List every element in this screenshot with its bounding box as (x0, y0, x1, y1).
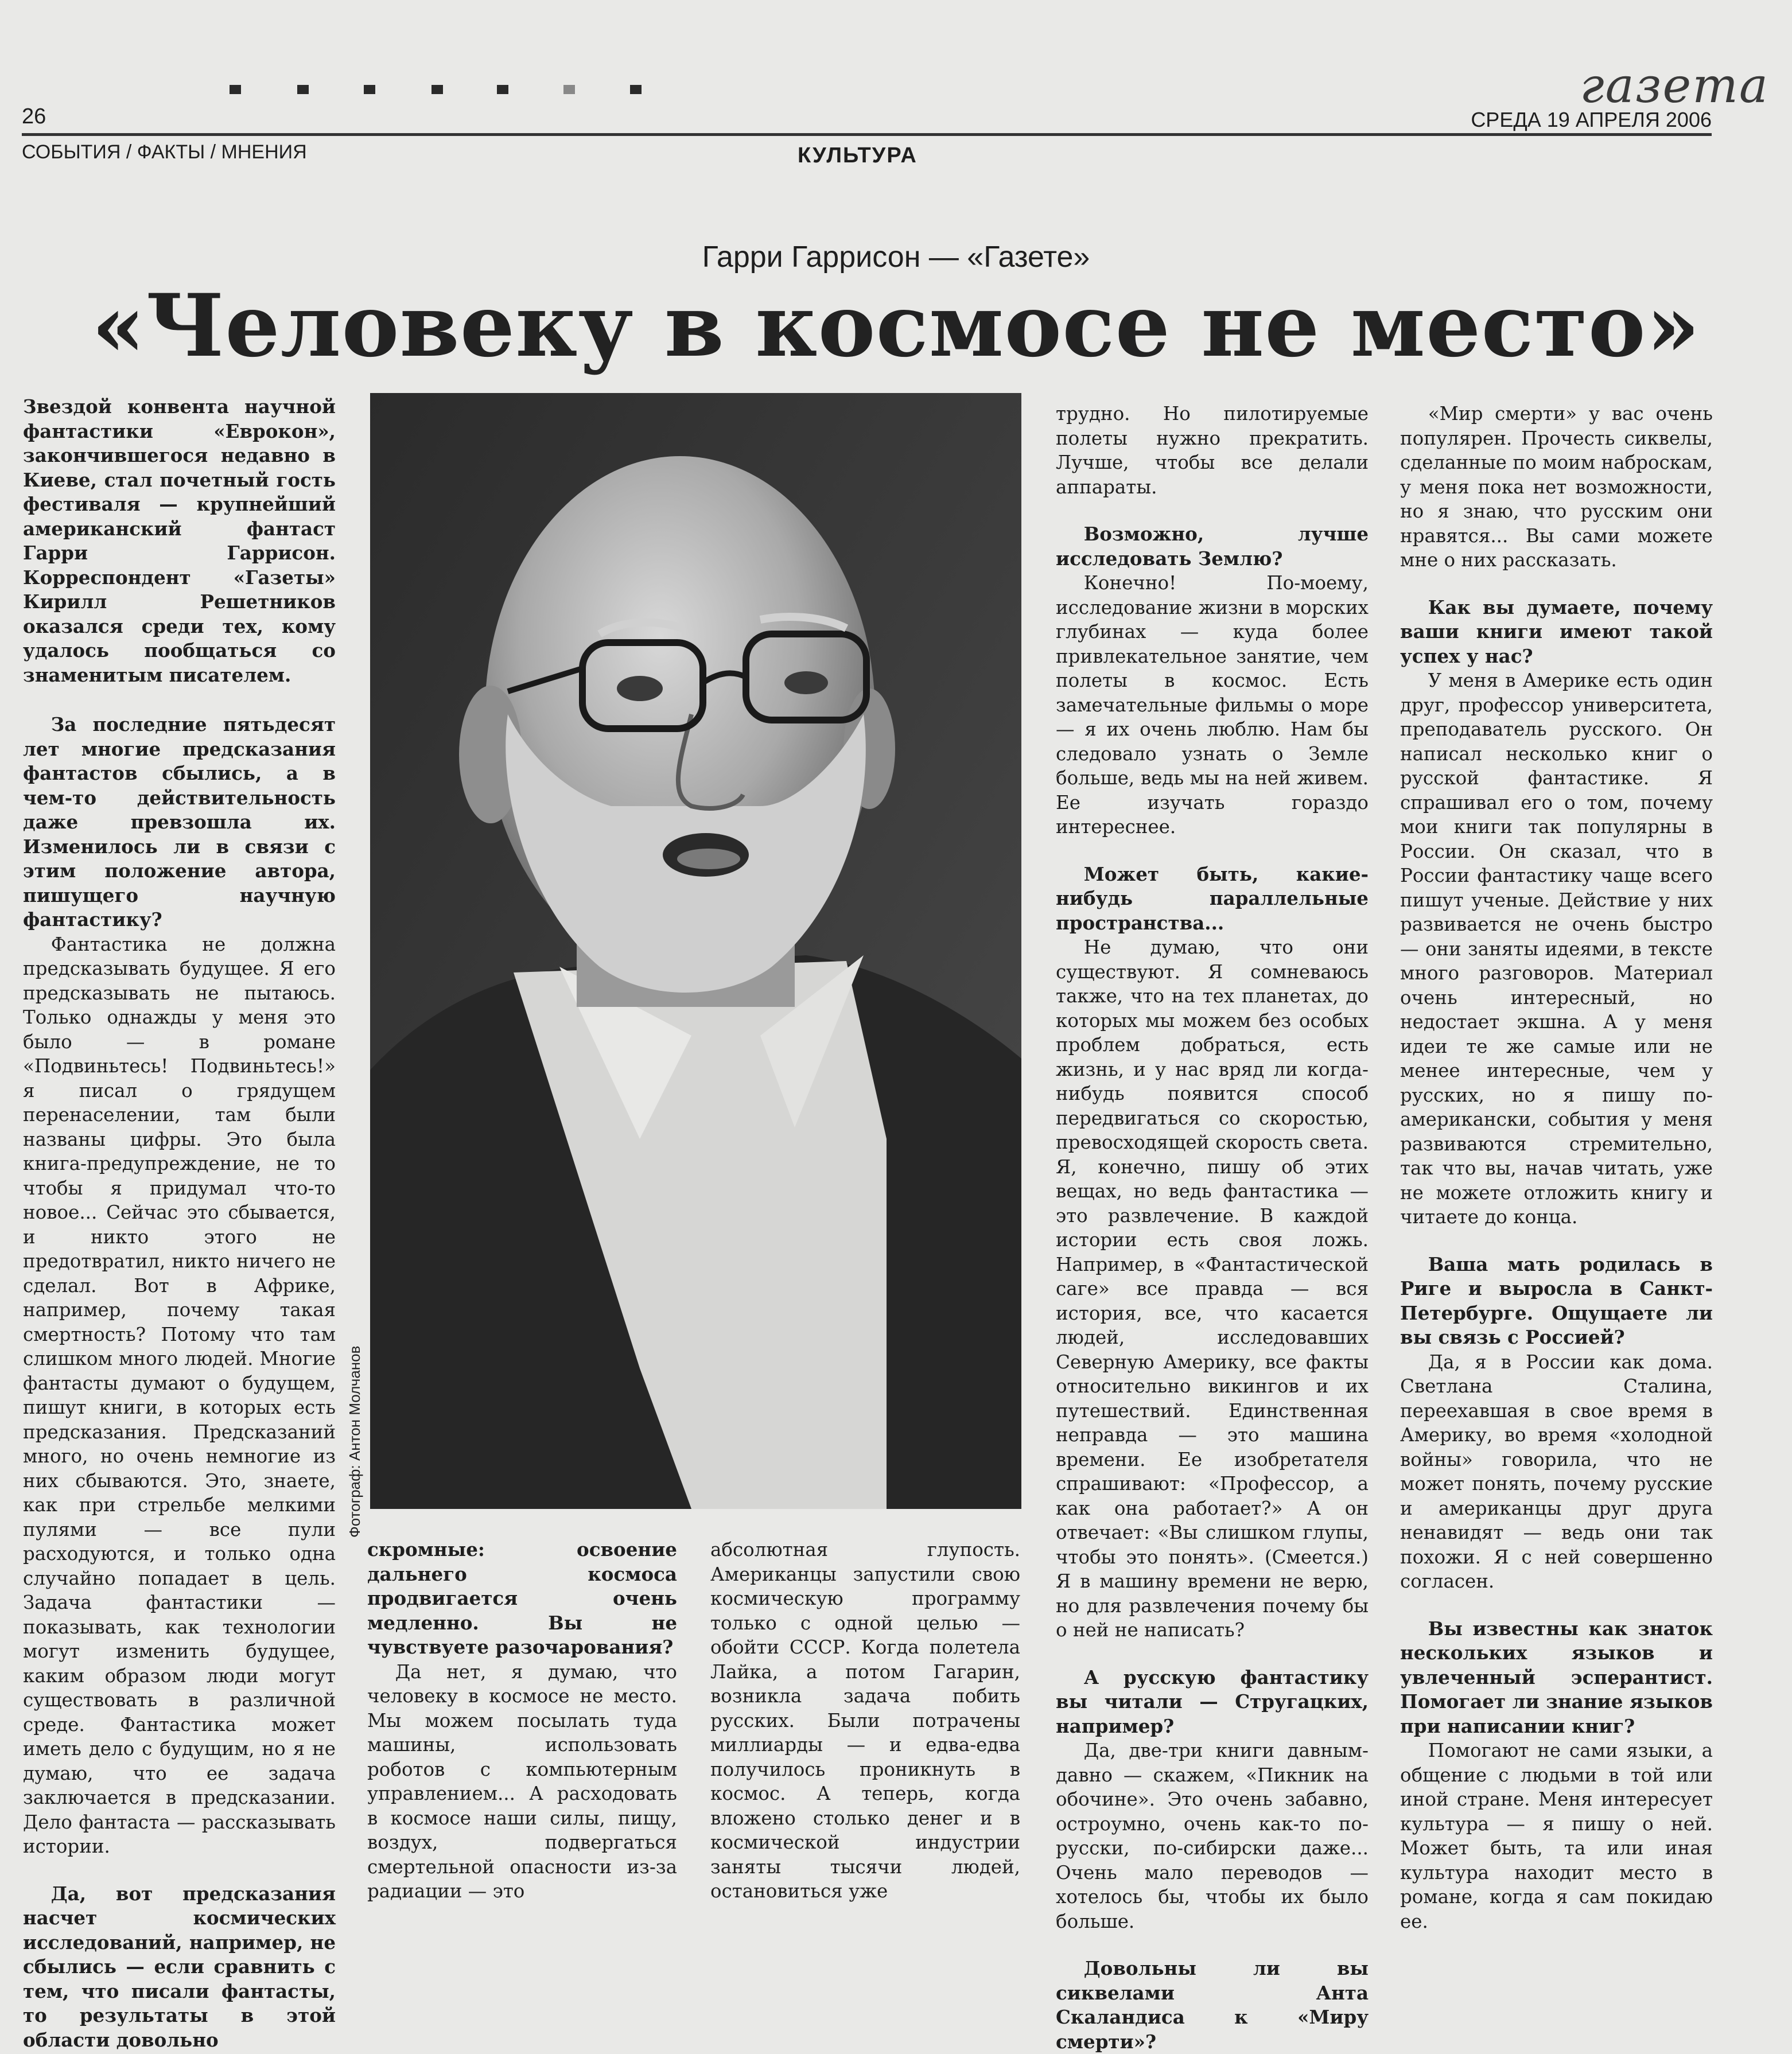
answer-paragraph: Помогают не сами языки, а общение с людьми в той или иной стране. Меня интересует культура — я пишу о ней. Может быть, та или иная культура находит место в романе, когда я сам покидаю ее. (1400, 1740, 1713, 1932)
article-kicker: Гарри Гаррисон — «Газете» (702, 240, 1090, 274)
column-4 (1400, 402, 1713, 1934)
answer-paragraph: абсолютная глупость. Американцы запустили свою космическую программу только с одной целью — обойти СССР. Когда полетела Лайка, а потом Гагарин, возникла задача побить русских. Были потрачены миллиарды — и едва-едва получилось проникнуть в космос. А теперь, когда вложено столько денег и в космической индустрии заняты тысячи людей, остановиться уже (710, 1539, 1020, 1902)
answer-paragraph: Конечно! По-моему, исследование жизни в морских глубинах — куда более привлекательное занятие, чем полеты в космос. Есть замечательные фильмы о море — я их очень люблю. Нам бы следовало узнать о Земле больше, ведь мы на ней живем. Ее изучать гораздо интереснее. (1056, 572, 1369, 838)
question-paragraph: Вы известны как знаток нескольких языков и увлеченный эсперантист. Помогает ли знание языков при написании книг? (1400, 1617, 1713, 1737)
section-label: СОБЫТИЯ / ФАКТЫ / МНЕНИЯ (22, 141, 307, 163)
question-paragraph: За последние пятьдесят лет многие предсказания фантастов сбылись, а в чем-то действительность даже превзошла их. Изменилось ли в связи с этим положение автора, пишущего научную фантастику? (23, 713, 336, 931)
answer-paragraph: Фантастика не должна предсказывать будущее. Я его предсказывать не пытаюсь. Только однажды у меня это было — в романе «Подвиньтесь! Подвиньтесь!» я писал о грядущем перенаселении, там были названы цифры. Это была книга-предупреждение, не то чтобы я придумал что-то новое... Сейчас это сбывается, и никто этого не предотвратил, никто ничего не сделал. Вот в Африке, например, почему такая смертность? Потому что там слишком много людей. Многие фантасты думают о будущем, пишут книги, в которых есть предсказания. Предсказаний много, но очень немногие из них сбываются. Это, знаете, как при стрельбе мелкими пулями — все пули расходуются, и только одна случайно попадает в цель. Задача фантастики — показывать, как технологии могут изменить будущее, каким образом люди могут существовать в различной среде. Фантастика может иметь дело с будущим, но я не думаю, что ее задача заключается в предсказании. Дело фантаста — рассказывать истории. (23, 933, 336, 1857)
answer-paragraph: У меня в Америке есть один друг, профессор университета, преподаватель русского. Он написал несколько книг о русской фантастике. Я спрашивал его о том, почему мои книги так популярны в России. Он сказал, что в России фантастику чаще всего пишут ученые. Действие у них развивается не очень быстро — они заняты идеями, в тексте много разговоров. Материал очень интересный, но недостает экшна. А у меня идеи те же самые или не менее интересные, чем у русских, но я пишу по-американски, события у меня развиваются стремительно, так что вы, начав читать, уже не можете отложить книгу и читаете до конца. (1400, 670, 1713, 1228)
question-paragraph: Как вы думаете, почему ваши книги имеют такой успех у нас? (1400, 596, 1713, 667)
newspaper-logo: газета (1580, 57, 1769, 114)
author-photo (370, 393, 1021, 1509)
question-paragraph: А русскую фантастику вы читали — Стругацких, например? (1056, 1666, 1369, 1737)
question-paragraph: Может быть, какие-нибудь параллельные пространства... (1056, 862, 1369, 934)
column-1 (23, 395, 336, 2052)
question-paragraph: Ваша мать родилась в Риге и выросла в Санкт-Петербурге. Ощущаете ли вы связь с Россией? (1400, 1252, 1713, 1348)
question-paragraph: Да, вот предсказания насчет космических исследований, например, не сбылись — если сравнить с тем, что писали фантасты, то результаты в этой области довольно (23, 1882, 336, 2051)
column-2b (710, 1538, 1020, 1904)
answer-paragraph: Да нет, я думаю, что человеку в космосе не место. Мы можем посылать туда машины, использовать роботов с компьютерным управлением... А расходовать в космосе наши силы, пищу, воздух, подвергаться смертельной опасности из-за радиации — это (367, 1660, 677, 1902)
header-rule (22, 133, 1712, 136)
decorative-dots (230, 85, 643, 99)
photo-credit: Фотограф: Антон Молчанов (346, 1345, 363, 1538)
answer-paragraph: Не думаю, что они существуют. Я сомневаюсь также, что на тех планетах, до которых мы можем без особых проблем добраться, есть жизнь, и у нас вряд ли когда-нибудь появится способ передвигаться со скоростью, превосходящей скорость света. Я, конечно, пишу об этих вещах, но ведь фантастика — это развлечение. В каждой истории есть своя ложь. Например, в «Фантастической саге» все правда — вся история, все, что касается людей, исследовавших Северную Америку, все факты относительно викингов и их путешествий. Единственная неправда — это машина времени. Ее изобретателя спрашивают: «Профессор, а как она работает?» А он отвечает: «Вы слишком глупы, чтобы это понять». (Смеется.) Я в машину времени не верю, но для развлечения почему бы о ней не написать? (1056, 936, 1369, 1641)
col1-body (23, 713, 336, 2052)
issue-date: СРЕДА 19 АПРЕЛЯ 2006 (1471, 108, 1712, 131)
column-3 (1056, 402, 1369, 2054)
answer-paragraph: «Мир смерти» у вас очень популярен. Прочесть сиквелы, сделанные по моим наброскам, у меня пока нет возможности, но я знаю, что русским они нравятся... Вы сами можете мне о них рассказать. (1400, 403, 1713, 571)
answer-paragraph: Да, две-три книги давным-давно — скажем, «Пикник на обочине». Это очень забавно, остроумно, очень как-то по-русски, по-сибирски даже... Очень мало переводов — хотелось бы, чтобы их было больше. (1056, 1740, 1369, 1932)
article-headline: «Человеку в космосе не место» (91, 275, 1701, 376)
question-paragraph: скромные: освоение дальнего космоса продвигается очень медленно. Вы не чувствуете разочарования? (367, 1538, 677, 1658)
article-lead: Звездой конвента научной фантастики «Еврокон», закончившегося недавно в Киеве, стал почетный гость фестиваля — крупнейший американский фантаст Гарри Гаррисон. Корреспондент «Газеты» Кирилл Решетников оказался среди тех, кому удалось пообщаться со знаменитым писателем. (23, 395, 336, 686)
question-paragraph: Возможно, лучше исследовать Землю? (1056, 523, 1369, 570)
portrait-illustration (370, 393, 1021, 1509)
answer-paragraph: трудно. Но пилотируемые полеты нужно прекратить. Лучше, чтобы все делали аппараты. (1056, 403, 1369, 498)
column-2a (367, 1538, 677, 1904)
rubric-label: КУЛЬТУРА (798, 143, 918, 168)
page-number: 26 (22, 104, 46, 129)
answer-paragraph: Да, я в России как дома. Светлана Сталина, переехавшая в свое время в Америку, во время «холодной войны» говорила, что не может понять, почему русские и американцы друг друга ненавидят — ведь они так похожи. Я с ней совершенно согласен. (1400, 1351, 1713, 1592)
question-paragraph: Довольны ли вы сиквелами Анта Скаландиса к «Миру смерти»? (1056, 1957, 1369, 2053)
